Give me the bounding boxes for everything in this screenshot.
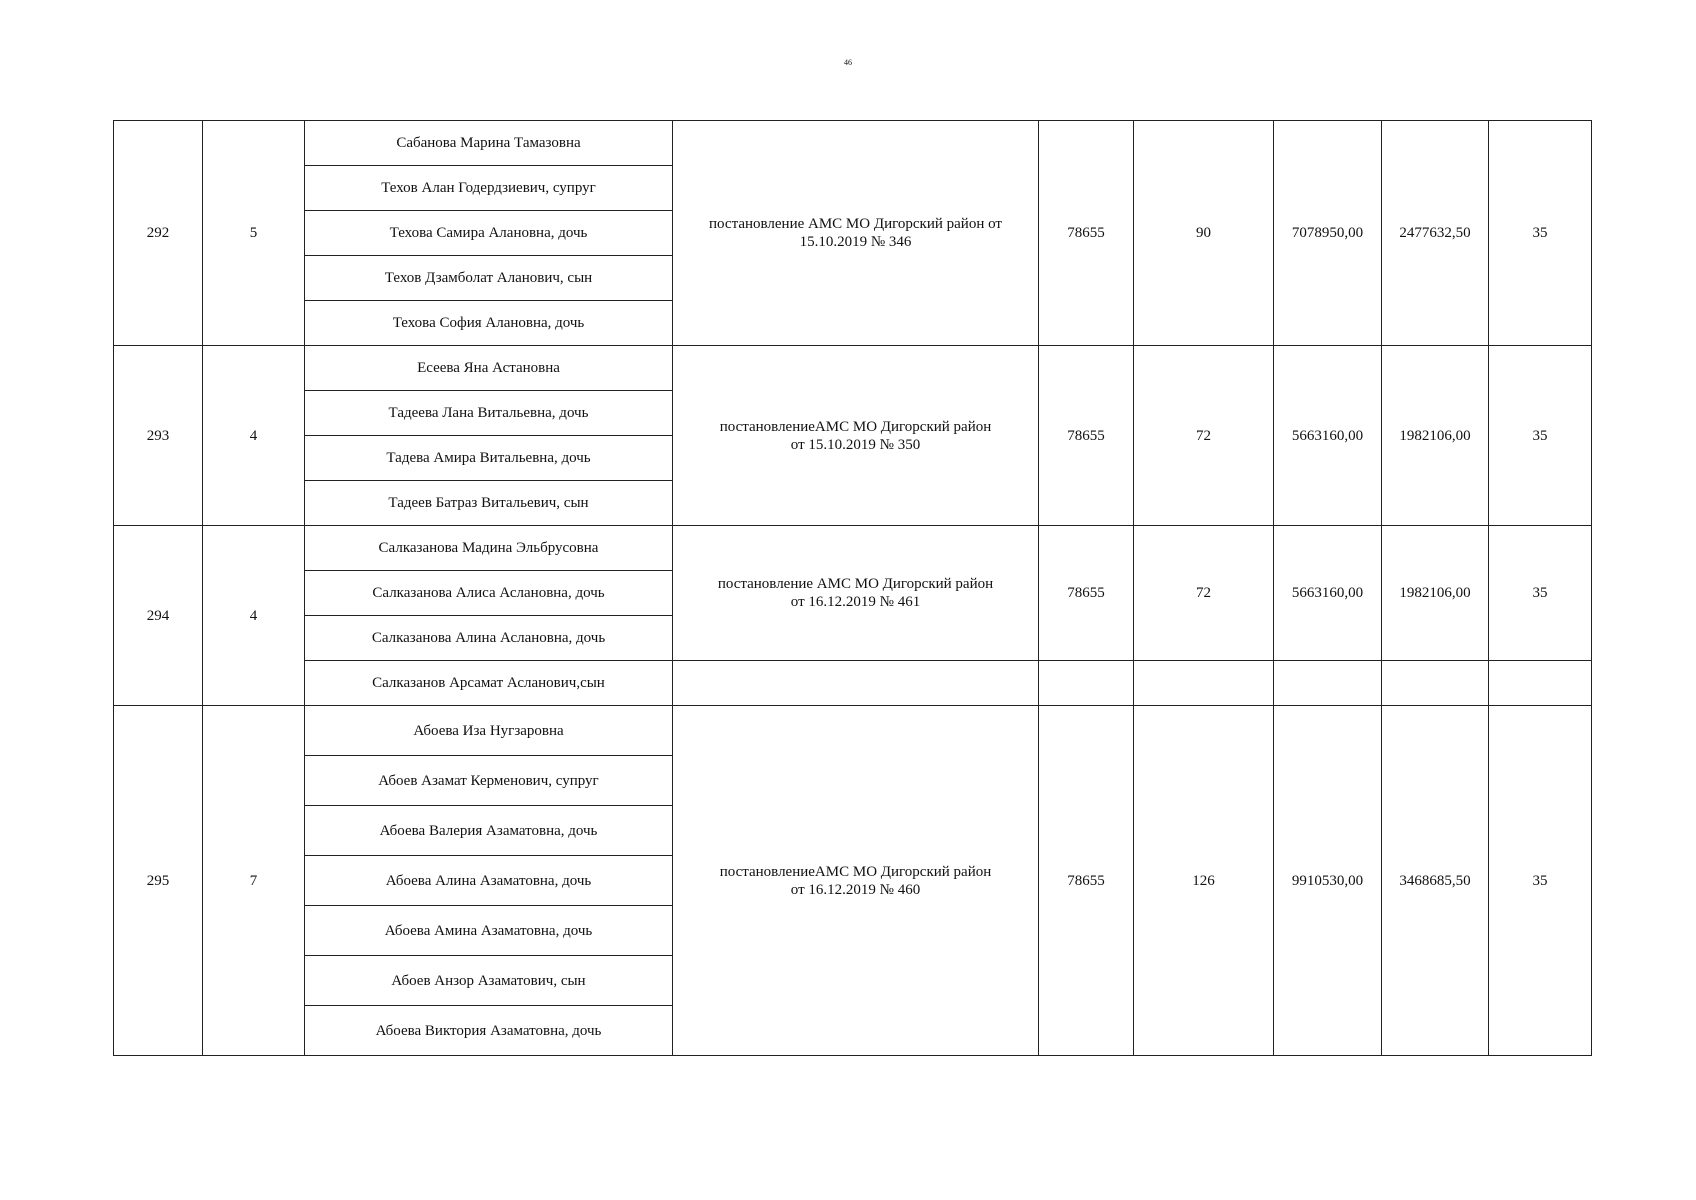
decree-cell: [673, 706, 1039, 1056]
family-member: Техов Дзамболат Аланович, сын: [305, 256, 673, 301]
family-member: Абоев Анзор Азаматович, сын: [305, 956, 673, 1006]
empty-cell: [1134, 661, 1274, 706]
decree-line: постановление АМС МО Дигорский район от: [709, 216, 1002, 232]
empty-cell: [1489, 661, 1592, 706]
empty-cell: [673, 661, 1039, 706]
family-size: 7: [203, 706, 305, 1056]
empty-cell: [1039, 661, 1134, 706]
family-member: Абоева Алина Азаматовна, дочь: [305, 856, 673, 906]
family-member: Абоев Азамат Керменович, супруг: [305, 756, 673, 806]
area: 72: [1134, 346, 1274, 526]
total-cost: 7078950,00: [1274, 121, 1382, 346]
family-member: Сабанова Марина Тамазовна: [305, 121, 673, 166]
empty-cell: [1382, 661, 1489, 706]
registry-table: [113, 120, 1592, 1056]
family-size: 4: [203, 346, 305, 526]
decree-line: от 16.12.2019 № 461: [790, 594, 921, 610]
decree-cell: [673, 346, 1039, 526]
subsidy-amount: 2477632,50: [1382, 121, 1489, 346]
subsidy-amount: 3468685,50: [1382, 706, 1489, 1056]
empty-cell: [1274, 661, 1382, 706]
table-row: [114, 706, 1592, 756]
family-member: Абоева Виктория Азаматовна, дочь: [305, 1006, 673, 1056]
record-number: 294: [114, 526, 203, 706]
family-member: Техова Самира Алановна, дочь: [305, 211, 673, 256]
family-member: Салказанов Арсамат Асланович,сын: [305, 661, 673, 706]
percent: 35: [1489, 526, 1592, 661]
record-number: 293: [114, 346, 203, 526]
family-member: Тадеев Батраз Витальевич, сын: [305, 481, 673, 526]
family-member: Салказанова Мадина Эльбрусовна: [305, 526, 673, 571]
price-per-sqm: 78655: [1039, 526, 1134, 661]
price-per-sqm: 78655: [1039, 706, 1134, 1056]
decree-line: от 16.12.2019 № 460: [790, 881, 921, 898]
family-member: Техова София Алановна, дочь: [305, 301, 673, 346]
family-member: Есеева Яна Астановна: [305, 346, 673, 391]
table-row: [114, 661, 1592, 706]
percent: 35: [1489, 121, 1592, 346]
record-number: 295: [114, 706, 203, 1056]
percent: 35: [1489, 346, 1592, 526]
table-row: [114, 526, 1592, 571]
family-member: Салказанова Алиса Аслановна, дочь: [305, 571, 673, 616]
family-member: Абоева Валерия Азаматовна, дочь: [305, 806, 673, 856]
page-number: 46: [844, 58, 852, 67]
area: 126: [1134, 706, 1274, 1056]
table-row: [114, 346, 1592, 391]
family-member: Тадеева Лана Витальевна, дочь: [305, 391, 673, 436]
total-cost: 5663160,00: [1274, 526, 1382, 661]
area: 72: [1134, 526, 1274, 661]
subsidy-amount: 1982106,00: [1382, 346, 1489, 526]
price-per-sqm: 78655: [1039, 121, 1134, 346]
decree-cell: [673, 526, 1039, 661]
record-number: 292: [114, 121, 203, 346]
family-size: 4: [203, 526, 305, 706]
total-cost: 9910530,00: [1274, 706, 1382, 1056]
family-member: Абоева Иза Нугзаровна: [305, 706, 673, 756]
decree-cell: [673, 121, 1039, 346]
decree-line: постановлениеАМС МО Дигорский район: [719, 418, 992, 435]
family-member: Тадева Амира Витальевна, дочь: [305, 436, 673, 481]
area: 90: [1134, 121, 1274, 346]
decree-line: постановлениеАМС МО Дигорский район: [719, 863, 992, 880]
decree-line: 15.10.2019 № 346: [799, 234, 912, 250]
family-member: Техов Алан Годердзиевич, супруг: [305, 166, 673, 211]
total-cost: 5663160,00: [1274, 346, 1382, 526]
subsidy-amount: 1982106,00: [1382, 526, 1489, 661]
decree-line: постановление АМС МО Дигорский район: [717, 576, 994, 592]
family-member: Абоева Амина Азаматовна, дочь: [305, 906, 673, 956]
table-row: [114, 121, 1592, 166]
decree-line: от 15.10.2019 № 350: [790, 436, 921, 453]
percent: 35: [1489, 706, 1592, 1056]
price-per-sqm: 78655: [1039, 346, 1134, 526]
family-size: 5: [203, 121, 305, 346]
family-member: Салказанова Алина Аслановна, дочь: [305, 616, 673, 661]
